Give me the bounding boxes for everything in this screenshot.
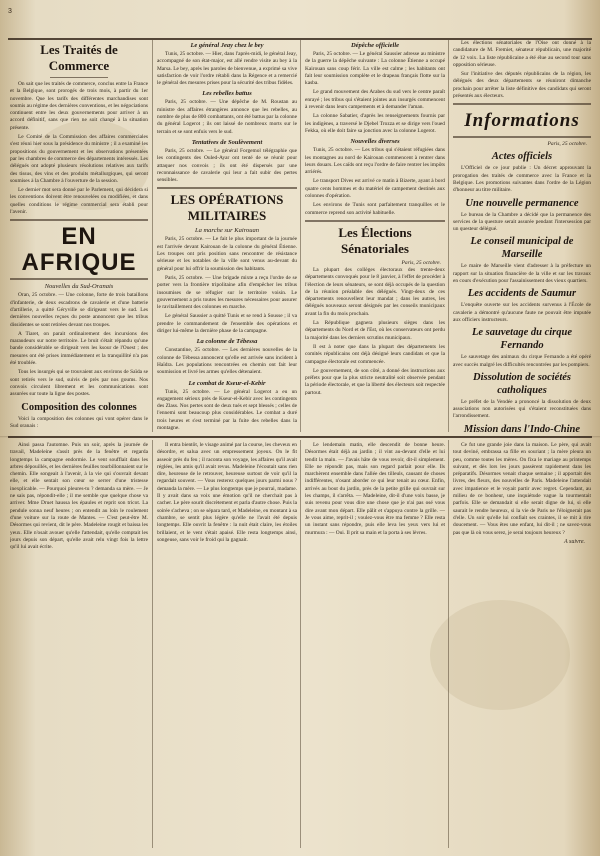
article-paragraph: Paris, 25 octobre. — Une brigade mixte a reçu l'ordre de se porter vers la frontière tripolitaine afin d'empêcher les tribus insoumises de se réfugier sur le territoire voisin. Le gouvernement a pris toutes les mesures nécessaires pour assurer le ravitaillement des colonnes en marche. [157,274,297,311]
article-paragraph: Le dernier mot sera donné par le Parlement, qui décidera si les conventions doivent être renouvelées ou modifiées, et dans quelles conditions le régime commercial sera établi pour l'avenir. [10,187,148,216]
column-rule [448,440,449,848]
section-title-afrique: EN AFRIQUE [21,223,137,277]
section-title-operations: LES OPÉRATIONS MILITAIRES [170,192,284,224]
brief-paragraph: Le sauvetage des animaux du cirque Fernando a été opéré avec succès malgré les difficultés rencontrées par les pompiers. [453,354,591,368]
brief-paragraph: Le préfet de la Vendée a prononcé la dissolution de deux associations non autorisées qui s'étaient reconstituées dans l'arrondissement. [453,398,591,420]
brief-paragraph: L'Officiel de ce jour publie : Un décret approuvant la prorogation des traités de commerce avec la France et la Belgique. Les promotions suivantes dans l'ordre de la Légion d'honneur au titre militaire. [453,165,591,194]
article-paragraph: Le transport Dives est arrivé ce matin à Bizerte, ayant à bord quatre cents hommes et du matériel de campement destinés aux colonnes d'opération. [305,178,445,200]
separator [453,103,591,105]
separator [453,136,591,138]
article-paragraph: Sur l'initiative des députés républicains de la région, les délégués des deux départements se réuniront dimanche prochain pour arrêter la liste définitive des candidats qui seront présentés aux électeurs. [453,71,591,100]
column-rule [152,440,153,848]
column-2 [157,40,297,432]
brief-heading: Mission dans l'Indo-Chine [463,423,581,432]
article-paragraph: Tous les insurgés qui se trouvaient aux environs de Saïda se sont retirés vers le sud, suivis de près par nos goums. Nos convois circulent librement et les communications sont assurées sur toute la ligne des postes. [10,369,148,398]
article-heading: Dépêche officielle [350,42,400,49]
article-paragraph: La plupart des collèges électoraux des trente-deux départements convoqués pour le 8 janvier, à l'effet de procéder à l'élection de leurs sénateurs, se sont déjà occupés de la question de la réunion préalable des délégués. Vingt-deux de ces départements renouvellent leur mandat ; dans les autres, les délégués nouveaux seront désignés par les conseils municipaux avant la fin du mois prochain. [305,266,445,317]
feuilleton-column-4 [453,442,591,848]
column-rule [300,40,301,432]
feuilleton-text: Le lendemain matin, elle descendit de bonne heure. Désormes était déjà au jardin ; il vint au-devant d'elle et lui tendit la main. — J'avais hâte de vous revoir, dit-il simplement. Elle ne répondit pas, mais son regard parlait pour elle. Ils marchèrent ensemble dans l'allée des tilleuls, causant de choses indifférentes, n'osant aborder ce qui leur tenait au cœur. Enfin, arrivés au bout du jardin, près de la petite grille qui ouvrait sur les champs, il s'arrêta. — Madeleine, dit-il d'une voix basse, je suis revenu pour vous dire une chose que je n'ai pas osé vous dire avant mon départ. Elle pâlit et s'appuya contre la grille. — Je vous aime, reprit-il ; voulez-vous être ma femme ? Elle resta un instant sans répondre, puis elle leva les yeux vers lui et murmura : — Oui. Il prit sa main et la porta à ses lèvres. [305,442,445,536]
brief-heading: Actes officiels [491,151,553,163]
feuilleton-text: Ainsi passa l'automne. Puis un soir, après la journée de travail, Madeleine s'assit près de la fenêtre et regarda longtemps la campagne endormie. Le vent soufflait dans les arbres dépouillés, et les dernières feuilles tourbillonnaient sur le chemin. Elle songeait à l'avenir, à la vie qui s'ouvrait devant elle, et elle sentait son cœur se serrer d'une tristesse inexplicable. — Pourquoi pleures-tu ? demanda sa mère. — Je ne sais pas, répondit-elle ; il me semble que quelque chose va arriver. Mme Druet haussa les épaules et reprit son tricot. La pendule sonna neuf heures ; on entendit au loin le roulement d'une voiture sur la route de Mantes. — C'est peut-être M. Désormes qui revient, dit le père. Madeleine rougit et baissa les yeux. Elle n'osait avouer qu'elle l'attendait, qu'elle comptait les jours depuis son départ, qu'elle avait relu vingt fois la lettre qu'il lui avait écrite. [10,442,148,551]
article-paragraph: Paris, 25 octobre. — Le général Forgemol télégraphie que les contingents des Ouled-Ayar ont tenté de se réunir pour attaquer nos convois ; ils ont été dispersés par une reconnaissance de cavalerie qui leur a fait subir des pertes sensibles. [157,147,297,184]
column-4 [453,40,591,432]
article-paragraph: La République gagnera plusieurs sièges dans les départements du Nord et de l'Est, où les conservateurs ont perdu la majorité dans les derniers scrutins municipaux. [305,320,445,341]
brief-heading: Le sauvetage du cirque Fernando [471,327,573,352]
separator [157,187,297,189]
brief-heading: Le conseil municipal de Marseille [470,236,574,261]
article-paragraph: Tunis, 25 octobre. — Hier, dans l'après-midi, le général Jeay, accompagné de son état-major, est allé rendre visite au bey à la Marsa. Le bey, après les paroles de bienvenue, a exprimé sa vive satisfaction de voir l'ordre rétabli dans la Régence et a remercié le général des mesures prises pour la sécurité des tribus fidèles. [157,51,297,87]
article-paragraph: Le Comité de la Commission des affaires commerciales s'est réuni hier sous la présidence du ministre ; il a examiné les propositions du gouvernement et les observations présentées par les chambres de commerce des départements intéressés. Les délégués ont adopté plusieurs résolutions relatives aux tarifs des tissus, des vins et des produits métallurgiques, qui seront soumises à la Chambre à l'ouverture de la session. [10,134,148,184]
feuilleton-column-2 [157,442,297,848]
feuilleton-text: Il entra bientôt, le visage animé par la course, les cheveux en désordre, et salua avec un empressement joyeux. On le fit asseoir près du feu ; il raconta son voyage, les affaires qu'il avait réglées, les amis qu'il avait revus. Madeleine l'écoutait sans rien dire, heureuse de le retrouver, heureuse surtout de voir qu'il la regardait souvent. — Vous resterez quelques jours parmi nous ? demanda la mère. — Le plus longtemps que je pourrai, madame. Il y avait dans sa voix une émotion qu'il ne cherchait pas à cacher. Le père sourit discrètement et parla d'autre chose. Puis la soirée s'acheva ; on se sépara tard, et Madeleine, en montant à sa chambre, se sentit plus légère qu'elle ne l'avait été depuis longtemps. Elle ouvrit la fenêtre : la nuit était claire, les étoiles brillaient, et le vent s'était apaisé. Elle resta longtemps ainsi, songeuse, sans voir le froid qui la gagnait. [157,442,297,543]
article-heading: La colonne de Tébessa [196,338,258,346]
dateline: Paris, 25 octobre. [401,259,441,266]
feuilleton-column-1 [10,442,148,848]
feuilleton-rule [8,436,592,438]
article-paragraph: Le gouvernement, de son côté, a donné des instructions aux préfets pour que la plus stricte neutralité soit observée pendant la période électorale, et que la liberté des électeurs soit respectée partout. [305,367,445,396]
brief-heading: Les accidents de Saumur [467,288,577,300]
article-paragraph: A Tiaret, on parait ordinairement des incursions des maraudeurs sur notre territoire. Le bruit s'était répandu qu'une bande considérable se dirigeait vers les ksour de l'Ouest ; des mesures ont été prises immédiatement et la tranquillité n'a pas été troublée. [10,330,148,367]
article-paragraph: Les élections sénatoriales de l'Oise ont donné à la candidature de M. Fremiet, sénateur républicain, une majorité de 12 voix. La liste républicaine a été élue au second tour sans opposition sérieuse. [453,40,591,68]
article-heading: Composition des colonnes [21,401,137,413]
feuilleton-column-3 [305,442,445,848]
article-title-traites: Les Traités de Commerce [40,42,118,73]
article-paragraph: Le général Saussier a quitté Tunis et se rend à Sousse ; il va prendre le commandement de l'ensemble des opérations et diriger lui-même la dernière phase de la campagne. [157,313,297,335]
brief-heading: Une nouvelle permanence [465,197,579,209]
column-rule [448,40,449,432]
article-paragraph: Paris, 25 octobre. — Une dépêche de M. Roustan au ministre des affaires étrangères annonce que les rebelles, au nombre de plus de 800 combattants, ont été battus par la colonne du général Logerot ; ils ont laissé de nombreux morts sur le terrain et se sont enfuis vers le sud. [157,99,297,135]
to-be-continued: A suivre. [564,538,585,545]
section-subtitle: Nouvelles du Sud-Oranais [44,283,114,291]
article-paragraph: Il est à noter que dans la plupart des départements les comités républicains ont déjà désigné leurs candidats et que la campagne électorale est commencée. [305,343,445,365]
article-paragraph: Paris, 25 octobre. — Le fait le plus important de la journée est l'arrivée devant Kairouan de la colonne du général Étienne. Les troupes ont pris position sans rencontrer de résistance sérieuse et les notables de la ville sont venus au-devant du général pour lui offrir la soumission des habitants. [157,236,297,272]
article-paragraph: Le grand mouvement des Arabes du sud vers le centre paraît enrayé ; les tribus qui s'étaient jointes aux insurgés commencent à revenir dans leurs campements et à demander l'aman. [305,89,445,111]
brief-paragraph: Le bureau de la Chambre a décidé que la permanence des services de la questure serait assurée pendant l'intersession par un questeur délégué. [453,211,591,233]
article-paragraph: Tunis, 25 octobre. — Le général Logerot a eu un engagement sérieux près de Kseur-el-Kebir avec les contingents des Zlass. Nos pertes sont de deux tués et sept blessés ; celles de l'ennemi sont beaucoup plus considérables. Le combat a duré trois heures et s'est terminé par la fuite des rebelles dans la montagne. [157,388,297,431]
article-heading: Le combat de Kseur-el-Kebir [188,379,266,387]
article-paragraph: Paris, 25 octobre. — Le général Saussier adresse au ministre de la guerre la dépêche suivante : La colonne Étienne a occupé Kairouan sans coup férir. La ville est calme ; les habitants ont fait leur soumission complète et le drapeau français flotte sur la kasba. [305,51,445,87]
article-heading: Les rebelles battus [202,90,252,98]
dateline: Paris, 25 octobre. [547,141,587,148]
separator [305,220,445,222]
column-rule [300,440,301,848]
article-paragraph: Oran, 25 octobre. — Une colonne, forte de trois bataillons d'infanterie, de deux escadrons de cavalerie et d'une batterie d'artillerie, a quitté Géryville se dirigeant vers le sud. Les dernières nouvelles reçues du poste annoncent que les tribus dissidentes se sont retirées devant nos troupes. [10,292,148,328]
separator [50,77,108,78]
brief-paragraph: Le maire de Marseille vient d'adresser à la préfecture un rapport sur la situation financière de la ville et sur les travaux en cours d'exécution pour l'assainissement des vieux quartiers. [453,263,591,285]
article-paragraph: La colonne Sabatier, d'après les renseignements fournis par les indigènes, a traversé le Djebel Trozza et se dirige vers l'oued Fekka, où elle doit faire sa jonction avec la colonne Logerot. [305,113,445,134]
separator [10,219,148,221]
article-heading: Le général Jeay chez le bey [190,42,264,49]
article-heading: Tentatives de Soulèvement [191,138,263,146]
column-1 [10,40,148,432]
article-paragraph: Voici la composition des colonnes qui vont opérer dans le Sud oranais : [10,415,148,429]
article-paragraph: On sait que les traités de commerce, conclus entre la France et la Belgique, sont prorogés de trois mois, à partir du 1er novembre. Que les tarifs des différentes marchandises sont soumis au régime des dernières conventions, et les négociations continuent entre les deux gouvernements pour arriver à un accord définitif, sans que rien ne soit changé à la situation présente. [10,81,148,131]
separator [10,278,148,280]
section-title-informations: Informations [464,110,580,132]
column-rule [152,40,153,432]
brief-paragraph: L'enquête ouverte sur les accidents survenus à l'École de cavalerie a démontré qu'aucune faute ne pouvait être imputée aux officiers instructeurs. [453,302,591,323]
feuilleton-text: Ce fut une grande joie dans la maison. Le père, qui avait tout deviné, embrassa sa fille en souriant ; la mère pleura un peu, comme toutes les mères. On fixa le mariage au printemps suivant, et dès lors les jours passèrent rapidement dans les préparatifs. Désormes venait chaque semaine ; il apportait des livres, des fleurs, des nouvelles de Paris. Madeleine l'attendait avec impatience et le voyait partir avec regret. Cependant, au milieu de ce bonheur, une inquiétude vague la tourmentait parfois. Elle se demandait si elle serait digne de lui, si elle saurait le rendre heureux, si la vie de Paris ne l'éloignerait pas d'elle. Un soir qu'elle lui confiait ses craintes, il se mit à rire doucement. — Vous êtes une enfant, lui dit-il ; ne savez-vous pas que là où vous serez, je serai toujours heureux ? [453,442,591,536]
article-paragraph: Constantine, 25 octobre. — Les dernières nouvelles de la colonne de Tébessa annoncent qu'elle est arrivée sans incident à Haïdra. Les populations rencontrées en chemin ont fait leur soumission et livré les armes qu'elles détenaient. [157,347,297,376]
article-heading: Nouvelles diverses [350,138,400,146]
section-subtitle: La marche sur Kairouan [195,227,259,235]
page-number: 3 [8,8,12,15]
article-paragraph: Les environs de Tunis sont parfaitement tranquilles et le commerce reprend son activité habituelle. [305,202,445,216]
column-3 [305,40,445,432]
article-paragraph: Tunis, 25 octobre. — Les tribus qui s'étaient réfugiées dans les montagnes au nord de Kairouan commencent à rentrer dans leurs douars. Les caïds ont reçu l'ordre de faire rentrer les impôts arriérés. [305,147,445,176]
brief-heading: Dissolution de sociétés catholiques [472,371,571,396]
section-title-elections: Les Élections Sénatoriales [338,224,412,256]
